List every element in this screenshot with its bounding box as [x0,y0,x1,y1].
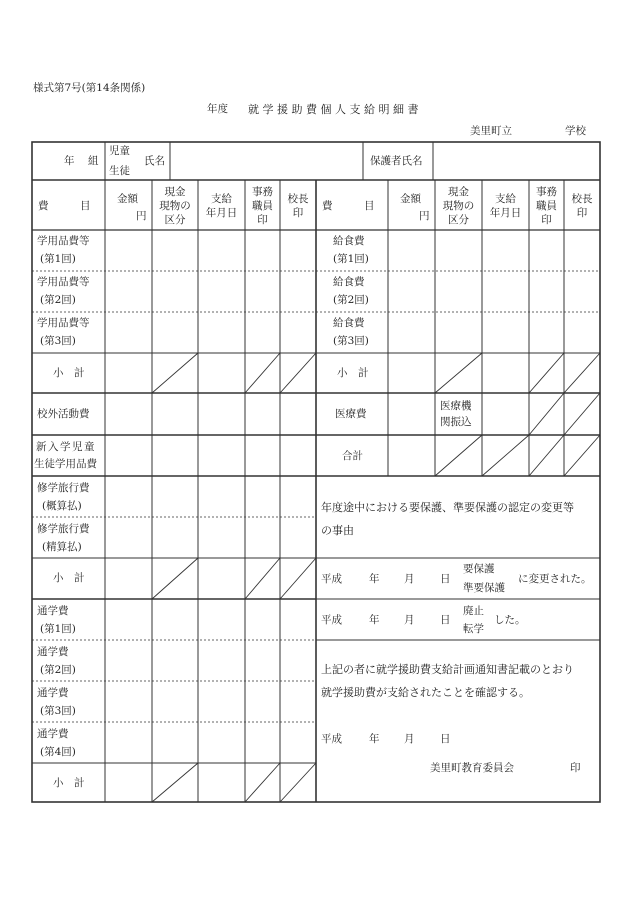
row-label-school-supplies-2a: 学用品費等 [37,276,90,288]
status-change-text-2: の事由 [321,524,354,537]
col-header-principal-2: 印 [292,207,304,219]
row-label-school-supplies-2b: (第2回) [40,294,76,306]
change-month-1: 月 [404,573,415,585]
col-header-clerk-right-3: 印 [541,214,552,226]
col-header-yen: 円 [136,210,147,222]
confirm-day: 日 [440,733,451,745]
confirmation-text-2: 就学援助費が支給されたことを確認する。 [321,686,530,699]
option-quasi-protected: 準要保護 [463,582,505,594]
col-header-amount: 金額 [117,193,138,205]
col-header-clerk-right-1: 事務 [536,186,557,198]
name-label: 氏名 [144,155,165,167]
row-label-school-supplies-1b: (第1回) [40,253,76,265]
row-label-new-student-a: 新入学児童 [36,441,96,453]
guardian-name-label: 保護者氏名 [370,155,423,167]
row-label-field-trip: 校外活動費 [37,408,90,420]
row-label-commute-1a: 通学費 [37,605,69,617]
child-label: 児童 [109,145,130,157]
row-label-subtotal-2: 小 計 [53,572,85,584]
row-label-subtotal-1: 小 計 [53,367,85,379]
medical-payment-method-b: 関振込 [440,416,472,428]
col-header-cash-right-1: 現金 [448,186,469,198]
col-header-clerk-1: 事務 [252,186,273,198]
col-header-principal-1: 校長 [287,193,309,205]
document-title: 就 学 援 助 費 個 人 支 給 明 細 書 [248,103,419,116]
fiscal-year-label: 年度 [207,103,228,115]
row-label-lunch-1a: 給食費 [333,235,365,247]
col-header-cash-right-3: 区分 [448,214,469,226]
form-number-label: 様式第7号(第14条関係) [33,82,146,94]
row-label-school-trip-2a: 修学旅行費 [37,523,90,535]
row-label-medical: 医療費 [335,408,367,420]
row-label-school-supplies-3a: 学用品費等 [37,317,90,329]
confirm-era: 平成 [321,733,342,745]
row-label-school-supplies-1a: 学用品費等 [37,235,90,247]
col-header-clerk-3: 印 [257,214,268,226]
school-name-suffix: 学校 [565,125,586,137]
col-header-amount-right: 金額 [400,193,421,205]
col-header-principal-right-1: 校長 [571,193,593,205]
row-label-commute-2a: 通学費 [37,646,69,658]
option-transferred: 転学 [463,623,484,635]
change-year-1: 年 [369,573,380,585]
guardian-name-field[interactable] [434,143,599,179]
row-label-school-trip-1a: 修学旅行費 [37,482,90,494]
option-protected: 要保護 [463,563,495,575]
status-change-text-1: 年度途中における要保護、準要保護の認定の変更等 [321,501,574,514]
change-year-2: 年 [369,614,380,626]
confirm-year: 年 [369,733,380,745]
grade-label: 年 [64,155,75,167]
row-label-school-supplies-3b: (第3回) [40,335,76,347]
col-header-clerk-right-2: 職員 [536,200,557,212]
col-header-item: 費 目 [38,200,91,212]
col-header-yen-right: 円 [419,210,430,222]
row-label-lunch-1b: (第1回) [333,253,369,265]
row-label-lunch-2a: 給食費 [333,276,365,288]
row-label-commute-4b: (第4回) [40,746,76,758]
class-label: 組 [88,155,99,167]
row-label-new-student-b: 生徒学用品費 [34,458,97,470]
col-header-cash-2: 現物の [159,200,191,212]
change-day-1: 日 [440,573,451,585]
student-label: 生徒 [109,165,130,177]
changed-text: に変更された。 [518,573,592,585]
row-label-commute-3a: 通学費 [37,687,69,699]
col-header-date-2: 年月日 [205,207,238,219]
row-label-lunch-2b: (第2回) [333,294,369,306]
row-label-school-trip-1b: (概算払) [42,500,82,512]
row-label-total: 合計 [342,450,363,462]
row-label-commute-4a: 通学費 [37,728,69,740]
col-header-date-1: 支給 [211,193,232,205]
row-label-lunch-3a: 給食費 [333,317,365,329]
col-header-clerk-2: 職員 [252,200,273,212]
change-era-1: 平成 [321,573,342,585]
col-header-cash-3: 区分 [164,214,186,226]
change-era-2: 平成 [321,614,342,626]
seal-mark: 印 [570,762,581,774]
col-header-date-right-2: 年月日 [489,207,522,219]
school-name-prefix: 美里町立 [470,125,512,137]
option-abolished: 廃止 [463,605,484,617]
board-of-education-label: 美里町教育委員会 [430,762,514,774]
col-header-principal-right-2: 印 [576,207,588,219]
col-header-cash-right-2: 現物の [442,200,475,212]
student-name-field[interactable] [171,143,362,179]
confirmation-text-1: 上記の者に就学援助費支給計画通知書記載のとおり [321,663,574,676]
col-header-item-right: 費 目 [322,200,375,212]
row-label-subtotal-3: 小 計 [53,777,85,789]
row-label-commute-1b: (第1回) [40,623,76,635]
row-label-commute-3b: (第3回) [40,705,76,717]
change-month-2: 月 [404,614,415,626]
medical-payment-method-a: 医療機 [440,400,472,412]
confirm-month: 月 [404,733,415,745]
col-header-date-right-1: 支給 [495,193,516,205]
done-text: した。 [494,614,526,626]
row-label-school-trip-2b: (精算払) [42,541,82,553]
row-label-lunch-3b: (第3回) [333,335,369,347]
row-label-subtotal-right: 小 計 [337,367,369,379]
col-header-cash-1: 現金 [164,186,186,198]
row-label-commute-2b: (第2回) [40,664,76,676]
change-day-2: 日 [440,614,451,626]
